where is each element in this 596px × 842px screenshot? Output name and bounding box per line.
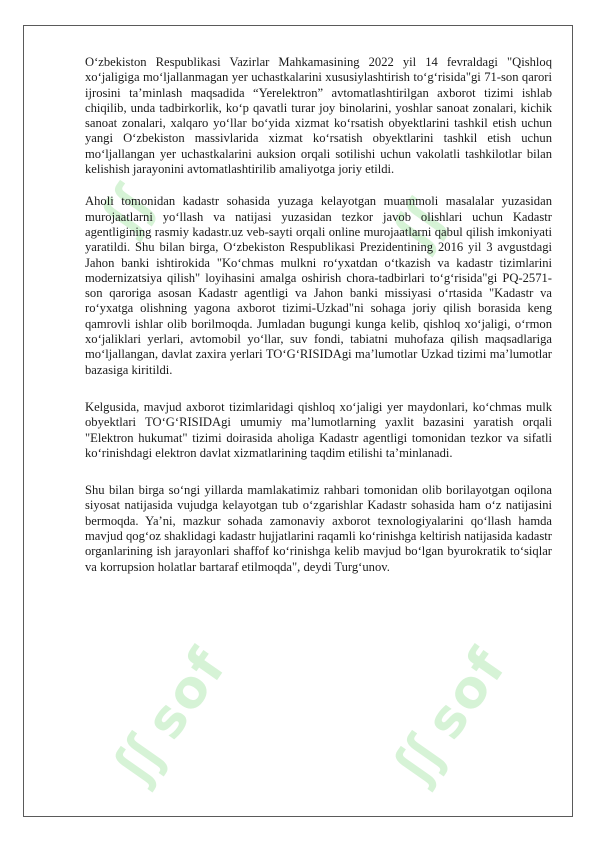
watermark-logo-icon: ʃʃ [382, 724, 457, 793]
watermark-logo-icon: ʃʃ [102, 724, 177, 793]
watermark-text: sof [414, 637, 519, 750]
watermark-logo-icon: ʃʃ [90, 174, 165, 243]
paragraph-modernization: Shu bilan birga so‘ngi yillarda mamlakatimiz rahbari tomonidan olib borilayotgan oqilona siyosat natijasida vujudga kelayotgan tub o‘zgarishlar Kadastr sohasida ham o‘z natijasini bermoqda. Ya’ni, mazkur sohada zamonaviy axborot texnologiyalarini qo‘llash hamda mavjud qog‘oz shaklidagi kadastr hujjatlarini raqamli ko‘rinishga keltirish natijasida kadastr organlarining ish jarayonlari shaffof ko‘rinishga kelib mavjud bo‘lgan byurokratik to‘siqlar va korrupsion holatlar bartaraf etilmoqda", deydi Turg‘unov. [85, 483, 552, 574]
paragraph-uzkad: Aholi tomonidan kadastr sohasida yuzaga kelayotgan muammoli masalalar yuzasidan murojaatlarni yo‘llash va natijasi yuzasidan tezkor javob olishlari uchun Kadastr agentligining rasmiy kadastr.uz veb-sayti orqali online murojaatlarni qabul qilish imkoniyati yaratildi. Shu bilan birga, O‘zbekiston Respublikasi Prezidentining 2016 yil 3 avgustdagi Jahon banki ishtirokida "Ko‘chmas mulkni ro‘yxatdan o‘tkazish va kadastr tizimlarini modernizatsiya qilish" loyihasini amalga oshirish chora-tadbirlari to‘g‘risida"gi PQ-2571-son qaroriga asosan Kadastr agentligi va Jahon banki missiyasi o‘rtasida "Kadastr va ro‘yxatga olishning yagona axborot tizimi-Uzkad"ni sohaga joriy qilish borasida keng qamrovli ishlar olib borilmoqda. Jumladan bugungi kunga kelib, qishloq xo‘jaligi, o‘rmon xo‘jaliklari yerlari, avtomobil yo‘llar, suv fondi, tabiatni muhofaza qilish maqsadlariga mo‘ljallangan, davlat zaxira yerlari TO‘G‘RISIDAgi ma’lumotlar Uzkad tizimi ma’lumotlar bazasiga kiritildi. [85, 194, 552, 377]
article-body [85, 55, 552, 592]
watermark-logo-icon: ʃʃ [382, 189, 457, 258]
paragraph-electronic-government: Kelgusida, mavjud axborot tizimlaridagi qishloq xo‘jaligi yer maydonlari, ko‘chmas mulk obyektlari TO‘G‘RISIDAgi umumiy ma’lumotlarning yaxlit bazasini yaratish orqali "Elektron hukumat" tizimi doirasida aholiga Kadastr agentligi tomonidan tezkor va sifatli ko‘rinishdagi elektron davlat xizmatlarining taqdim etilishi ta’minlanadi. [85, 399, 552, 460]
paragraph-yerelektron: O‘zbekiston Respublikasi Vazirlar Mahkamasining 2022 yil 14 fevraldagi "Qishloq xo‘jaligiga mo‘ljallanmagan yer uchastkalarini xususiylashtirish to‘g‘risida"gi 71-son qarori ijrosini ta’minlash maqsadida “Yerelektron” avtomatlashtirilgan axborot tizimi ishlab chiqilib, unda tadbirkorlik, ko‘p qavatli turar joy binolarini, yoshlar sanoat zonalari, kichik sanoat zonalari, xalqaro yo‘llar bo‘yida xizmat ko‘rsatish obyektlarini tashkil etish uchun yangi O‘zbekiston massivlarida xizmat ko‘rsatish obyektlarini tashkil etish uchun mo‘ljallangan yer uchastkalarini auksion orqali sotilishi uchun vakolatli tashkilotlar bilan kelishish jarayonini avtomatlashtirilib amaliyotga joriy etildi. [85, 55, 552, 177]
watermark-text: sof [134, 637, 239, 750]
